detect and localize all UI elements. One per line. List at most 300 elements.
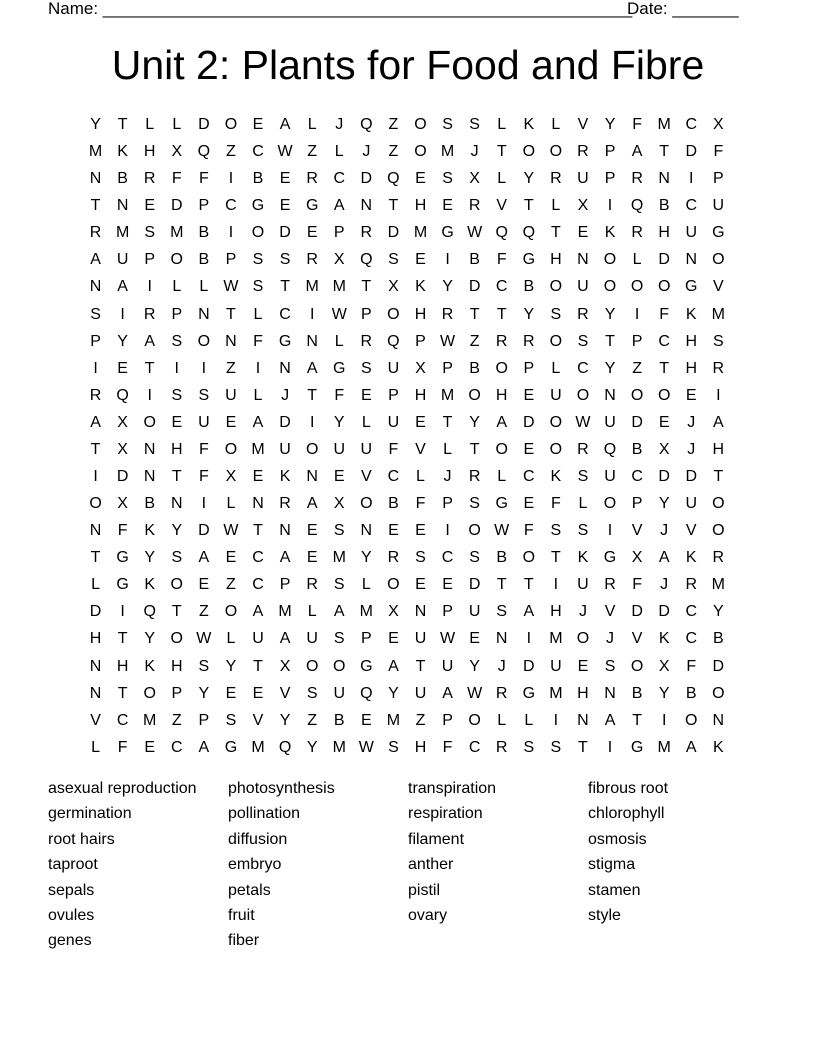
grid-letter: T [307, 386, 318, 404]
grid-letter: W [223, 278, 239, 296]
grid-letter: S [90, 305, 101, 323]
grid-letter: J [443, 468, 452, 486]
grid-letter: C [252, 143, 264, 161]
grid-letter: D [198, 522, 210, 540]
grid-letter: P [604, 143, 616, 161]
grid-letter: C [685, 603, 698, 621]
grid-letter: H [116, 657, 129, 675]
grid-letter: P [713, 170, 724, 188]
grid-letter: E [415, 576, 426, 594]
grid-letter: L [199, 278, 209, 296]
grid-letter: O [603, 278, 617, 296]
grid-letter: Y [198, 684, 210, 702]
grid-letter: D [631, 413, 643, 431]
grid-letter: I [93, 359, 98, 377]
grid-letter: Q [630, 197, 644, 215]
grid-letter: N [360, 197, 373, 215]
grid-letter: A [306, 359, 318, 377]
grid-letter: U [550, 657, 562, 675]
grid-letter: V [360, 468, 372, 486]
grid-letter: H [550, 603, 562, 621]
grid-letter: U [252, 630, 264, 648]
grid-letter: S [550, 522, 562, 540]
grid-letter: O [224, 440, 238, 458]
grid-letter: U [225, 386, 237, 404]
date-field-label[interactable]: Date: _______ [627, 0, 739, 18]
grid-letter: R [577, 305, 589, 323]
grid-letter: P [523, 359, 535, 377]
grid-letter: C [252, 549, 264, 567]
grid-letter: R [631, 224, 643, 242]
grid-letter: U [685, 495, 698, 513]
grid-letter: L [497, 170, 507, 188]
grid-letter: D [658, 251, 670, 269]
grid-letter: I [445, 522, 450, 540]
grid-letter: O [495, 440, 508, 458]
grid-letter: D [279, 224, 291, 242]
grid-letter: M [657, 116, 671, 133]
word-list-item: ovules [48, 906, 95, 924]
word-list-item: petals [228, 881, 271, 899]
grid-letter: G [522, 251, 536, 269]
grid-letter: N [577, 711, 589, 729]
grid-letter: C [333, 170, 346, 188]
grid-letter: Y [117, 332, 128, 350]
grid-letter: Q [197, 143, 211, 161]
grid-letter: D [468, 278, 481, 296]
grid-letter: X [279, 657, 291, 675]
grid-letter: Y [442, 278, 453, 296]
grid-letter: T [171, 603, 182, 621]
grid-letter: J [281, 386, 290, 404]
grid-letter: P [442, 711, 453, 729]
grid-letter: L [578, 495, 588, 513]
grid-letter: I [445, 251, 450, 269]
grid-letter: Q [387, 332, 400, 350]
grid-letter: Y [171, 522, 183, 540]
grid-letter: C [685, 197, 698, 215]
grid-letter: M [251, 440, 265, 458]
grid-letter: G [360, 657, 373, 675]
grid-letter: N [89, 278, 102, 296]
grid-letter: F [388, 440, 399, 458]
grid-letter: R [712, 359, 725, 377]
grid-letter: Y [658, 684, 670, 702]
grid-letter: N [89, 657, 102, 675]
grid-letter: L [632, 251, 642, 269]
grid-letter: Q [522, 224, 536, 242]
word-list-item: respiration [408, 805, 483, 823]
grid-letter: S [577, 332, 589, 350]
grid-letter: L [551, 197, 561, 215]
grid-letter: Q [360, 684, 373, 702]
grid-letter: Z [171, 711, 182, 729]
grid-letter: I [553, 576, 559, 594]
grid-letter: R [143, 170, 156, 188]
grid-letter: L [253, 305, 263, 323]
grid-letter: K [523, 116, 535, 133]
grid-letter: N [143, 468, 156, 486]
grid-letter: Y [144, 630, 156, 648]
grid-letter: D [360, 170, 373, 188]
grid-letter: A [306, 495, 318, 513]
grid-letter: A [631, 143, 643, 161]
grid-letter: Q [143, 603, 156, 621]
grid-letter: R [712, 549, 725, 567]
grid-letter: F [686, 657, 697, 675]
grid-letter: P [90, 332, 101, 350]
grid-letter: S [333, 522, 345, 540]
grid-letter: T [442, 413, 453, 431]
grid-letter: V [713, 278, 724, 296]
grid-letter: P [442, 603, 453, 621]
grid-letter: I [553, 711, 559, 729]
word-list-item: stamen [588, 881, 641, 899]
grid-letter: G [116, 576, 129, 594]
grid-letter: Y [388, 684, 399, 702]
grid-letter: B [631, 684, 643, 702]
word-list-item: pistil [408, 881, 441, 899]
grid-letter: H [414, 305, 427, 323]
grid-letter: N [225, 332, 237, 350]
grid-letter: P [442, 495, 453, 513]
grid-letter: B [388, 495, 399, 513]
grid-letter: N [116, 197, 129, 215]
grid-letter: L [334, 143, 344, 161]
grid-letter: X [171, 143, 183, 161]
grid-letter: U [577, 576, 589, 594]
grid-letter: O [333, 657, 346, 675]
grid-letter: Q [360, 116, 373, 133]
grid-letter: G [333, 359, 346, 377]
word-list-item: fiber [228, 932, 260, 950]
grid-letter: S [171, 332, 183, 350]
grid-letter: P [360, 630, 372, 648]
grid-letter: A [604, 711, 616, 729]
grid-letter: V [685, 522, 697, 540]
grid-letter: D [89, 603, 102, 621]
grid-letter: D [198, 116, 210, 133]
grid-letter: X [415, 359, 426, 377]
word-list-item: photosynthesis [228, 780, 335, 797]
grid-letter: E [306, 522, 318, 540]
grid-letter: W [494, 522, 510, 540]
grid-letter: S [144, 224, 156, 242]
grid-letter: I [120, 603, 125, 621]
grid-letter: R [468, 197, 481, 215]
grid-letter: S [333, 576, 345, 594]
word-list-item: chlorophyll [588, 805, 665, 823]
grid-letter: U [306, 630, 318, 648]
grid-letter: U [414, 630, 427, 648]
grid-letter: F [550, 495, 561, 513]
grid-letter: K [685, 549, 697, 567]
grid-letter: K [577, 549, 589, 567]
grid-letter: D [658, 603, 670, 621]
grid-letter: T [253, 657, 263, 675]
grid-letter: X [658, 657, 670, 675]
grid-letter: Y [604, 116, 616, 133]
grid-letter: E [523, 440, 535, 458]
grid-letter: R [577, 440, 589, 458]
grid-letter: E [388, 522, 399, 540]
grid-letter: L [91, 738, 100, 756]
grid-letter: U [414, 684, 427, 702]
grid-letter: E [279, 170, 291, 188]
grid-letter: G [305, 197, 319, 215]
grid-letter: P [279, 576, 291, 594]
grid-letter: N [495, 630, 508, 648]
grid-letter: J [660, 576, 669, 594]
grid-letter: A [198, 549, 210, 567]
grid-letter: Z [388, 116, 399, 133]
grid-letter: T [550, 549, 561, 567]
grid-letter: Y [306, 738, 318, 756]
grid-letter: O [251, 224, 265, 242]
grid-letter: S [469, 549, 480, 567]
grid-letter: D [523, 657, 535, 675]
grid-letter: E [523, 495, 535, 513]
grid-letter: V [496, 197, 508, 215]
grid-letter: P [631, 495, 643, 513]
grid-letter: T [90, 549, 101, 567]
grid-letter: C [495, 278, 508, 296]
grid-letter: L [145, 116, 155, 133]
word-list-item: stigma [588, 856, 636, 874]
grid-letter: A [252, 603, 264, 621]
grid-letter: P [198, 711, 210, 729]
grid-letter: Y [225, 657, 237, 675]
grid-letter: F [523, 522, 534, 540]
grid-letter: J [578, 603, 587, 621]
grid-letter: E [225, 684, 237, 702]
grid-letter: G [251, 197, 265, 215]
grid-letter: U [198, 413, 210, 431]
grid-letter: W [440, 332, 456, 350]
grid-letter: T [659, 143, 670, 161]
grid-letter: L [551, 359, 561, 377]
grid-letter: H [170, 657, 183, 675]
grid-letter: H [143, 143, 156, 161]
grid-letter: E [117, 359, 128, 377]
grid-letter: M [332, 549, 346, 567]
page-title: Unit 2: Plants for Food and Fibre [111, 42, 705, 88]
grid-letter: C [225, 197, 237, 215]
grid-letter: T [496, 305, 507, 323]
grid-letter: M [278, 603, 292, 621]
grid-letter: U [279, 440, 291, 458]
grid-letter: P [171, 684, 183, 702]
grid-letter: O [712, 495, 725, 513]
grid-letter: B [144, 495, 156, 513]
grid-letter: Z [632, 359, 642, 377]
grid-letter: Q [603, 440, 617, 458]
grid-letter: Z [226, 143, 236, 161]
grid-letter: E [252, 116, 264, 133]
grid-letter: U [441, 657, 454, 675]
grid-letter: H [685, 359, 698, 377]
grid-letter: S [388, 738, 399, 756]
grid-letter: X [388, 603, 399, 621]
grid-letter: I [228, 224, 234, 242]
grid-letter: M [657, 738, 671, 756]
grid-letter: X [333, 495, 345, 513]
grid-letter: R [360, 224, 373, 242]
grid-letter: D [116, 468, 129, 486]
grid-letter: M [386, 711, 401, 729]
grid-letter: Y [713, 603, 724, 621]
grid-letter: A [144, 332, 156, 350]
grid-letter: T [361, 278, 372, 296]
grid-letter: T [90, 197, 101, 215]
grid-letter: A [658, 549, 670, 567]
grid-letter: A [252, 413, 264, 431]
grid-letter: O [387, 305, 400, 323]
grid-letter: I [255, 359, 261, 377]
grid-letter: I [174, 359, 179, 377]
word-list [48, 778, 768, 956]
grid-letter: A [442, 684, 453, 702]
grid-letter: Y [523, 170, 535, 188]
word-list-item: anther [408, 856, 454, 874]
grid-letter: N [577, 251, 589, 269]
grid-letter: R [495, 684, 508, 702]
grid-letter: V [252, 711, 264, 729]
grid-letter: S [550, 738, 562, 756]
grid-letter: Y [658, 495, 670, 513]
grid-letter: T [171, 468, 182, 486]
grid-letter: C [279, 305, 291, 323]
grid-letter: E [306, 224, 318, 242]
grid-letter: S [577, 522, 589, 540]
grid-letter: W [358, 738, 374, 756]
grid-letter: B [198, 224, 210, 242]
grid-letter: M [440, 386, 455, 404]
grid-letter: F [496, 251, 507, 269]
grid-letter: G [116, 549, 129, 567]
grid-letter: T [90, 440, 101, 458]
name-field-label[interactable]: Name: ________________________________________________________ [48, 0, 633, 18]
word-list-item: style [588, 906, 621, 924]
grid-letter: B [658, 197, 670, 215]
grid-letter: H [414, 386, 427, 404]
grid-letter: M [413, 224, 428, 242]
grid-letter: L [443, 440, 452, 458]
grid-letter: S [415, 549, 426, 567]
grid-letter: A [279, 116, 291, 133]
grid-letter: O [576, 630, 590, 648]
grid-letter: A [523, 603, 535, 621]
grid-letter: G [603, 549, 617, 567]
grid-letter: C [631, 468, 643, 486]
grid-letter: L [334, 332, 344, 350]
grid-letter: T [117, 684, 128, 702]
grid-letter: I [634, 305, 640, 323]
grid-letter: P [225, 251, 237, 269]
grid-letter: S [252, 251, 264, 269]
grid-letter: R [143, 305, 156, 323]
grid-letter: N [685, 251, 698, 269]
grid-letter: W [331, 305, 347, 323]
grid-letter: U [116, 251, 129, 269]
grid-letter: A [117, 278, 128, 296]
grid-letter: D [685, 143, 698, 161]
grid-letter: G [278, 332, 292, 350]
grid-letter: T [280, 278, 290, 296]
grid-letter: H [495, 386, 508, 404]
grid-letter: M [711, 305, 725, 323]
grid-letter: O [712, 522, 725, 540]
grid-letter: O [414, 116, 427, 133]
grid-letter: O [495, 359, 508, 377]
grid-letter: L [226, 495, 236, 513]
grid-letter: B [631, 440, 643, 458]
grid-letter: R [495, 332, 508, 350]
grid-letter: K [604, 224, 616, 242]
grid-letter: V [631, 522, 643, 540]
grid-letter: E [333, 468, 345, 486]
grid-letter: J [687, 413, 696, 431]
grid-letter: I [716, 386, 721, 404]
grid-letter: K [415, 278, 426, 296]
grid-letter: M [88, 143, 103, 161]
grid-letter: R [89, 224, 102, 242]
grid-letter: E [415, 522, 426, 540]
word-list-item: sepals [48, 881, 95, 899]
grid-letter: O [170, 576, 183, 594]
grid-letter: G [441, 224, 454, 242]
grid-letter: I [120, 305, 125, 323]
grid-letter: S [171, 549, 183, 567]
grid-letter: U [577, 278, 589, 296]
grid-letter: H [414, 738, 427, 756]
grid-letter: L [497, 711, 507, 729]
grid-letter: M [440, 143, 455, 161]
grid-letter: G [712, 224, 725, 242]
grid-letter: F [117, 522, 128, 540]
grid-letter: C [523, 468, 535, 486]
grid-letter: I [201, 359, 207, 377]
grid-letter: O [360, 495, 373, 513]
grid-letter: T [523, 197, 534, 215]
grid-letter: G [495, 495, 508, 513]
grid-letter: O [468, 386, 481, 404]
grid-letter: W [223, 522, 239, 540]
grid-letter: T [578, 738, 588, 756]
grid-letter: Y [333, 413, 345, 431]
grid-letter: S [469, 116, 480, 133]
grid-letter: I [147, 386, 152, 404]
grid-letter: E [577, 224, 589, 242]
grid-letter: N [170, 495, 183, 513]
grid-letter: P [415, 332, 426, 350]
grid-letter: Y [523, 305, 535, 323]
grid-letter: U [604, 413, 616, 431]
grid-letter: U [387, 359, 400, 377]
grid-letter: N [89, 170, 102, 188]
grid-letter: M [305, 278, 319, 296]
grid-letter: O [143, 413, 156, 431]
grid-letter: S [252, 278, 264, 296]
grid-letter: A [279, 549, 291, 567]
grid-letter: D [523, 413, 535, 431]
grid-letter: O [549, 413, 563, 431]
grid-letter: R [685, 576, 698, 594]
grid-letter: U [333, 684, 346, 702]
grid-letter: K [713, 738, 724, 756]
grid-letter: K [685, 305, 697, 323]
grid-letter: T [415, 657, 426, 675]
